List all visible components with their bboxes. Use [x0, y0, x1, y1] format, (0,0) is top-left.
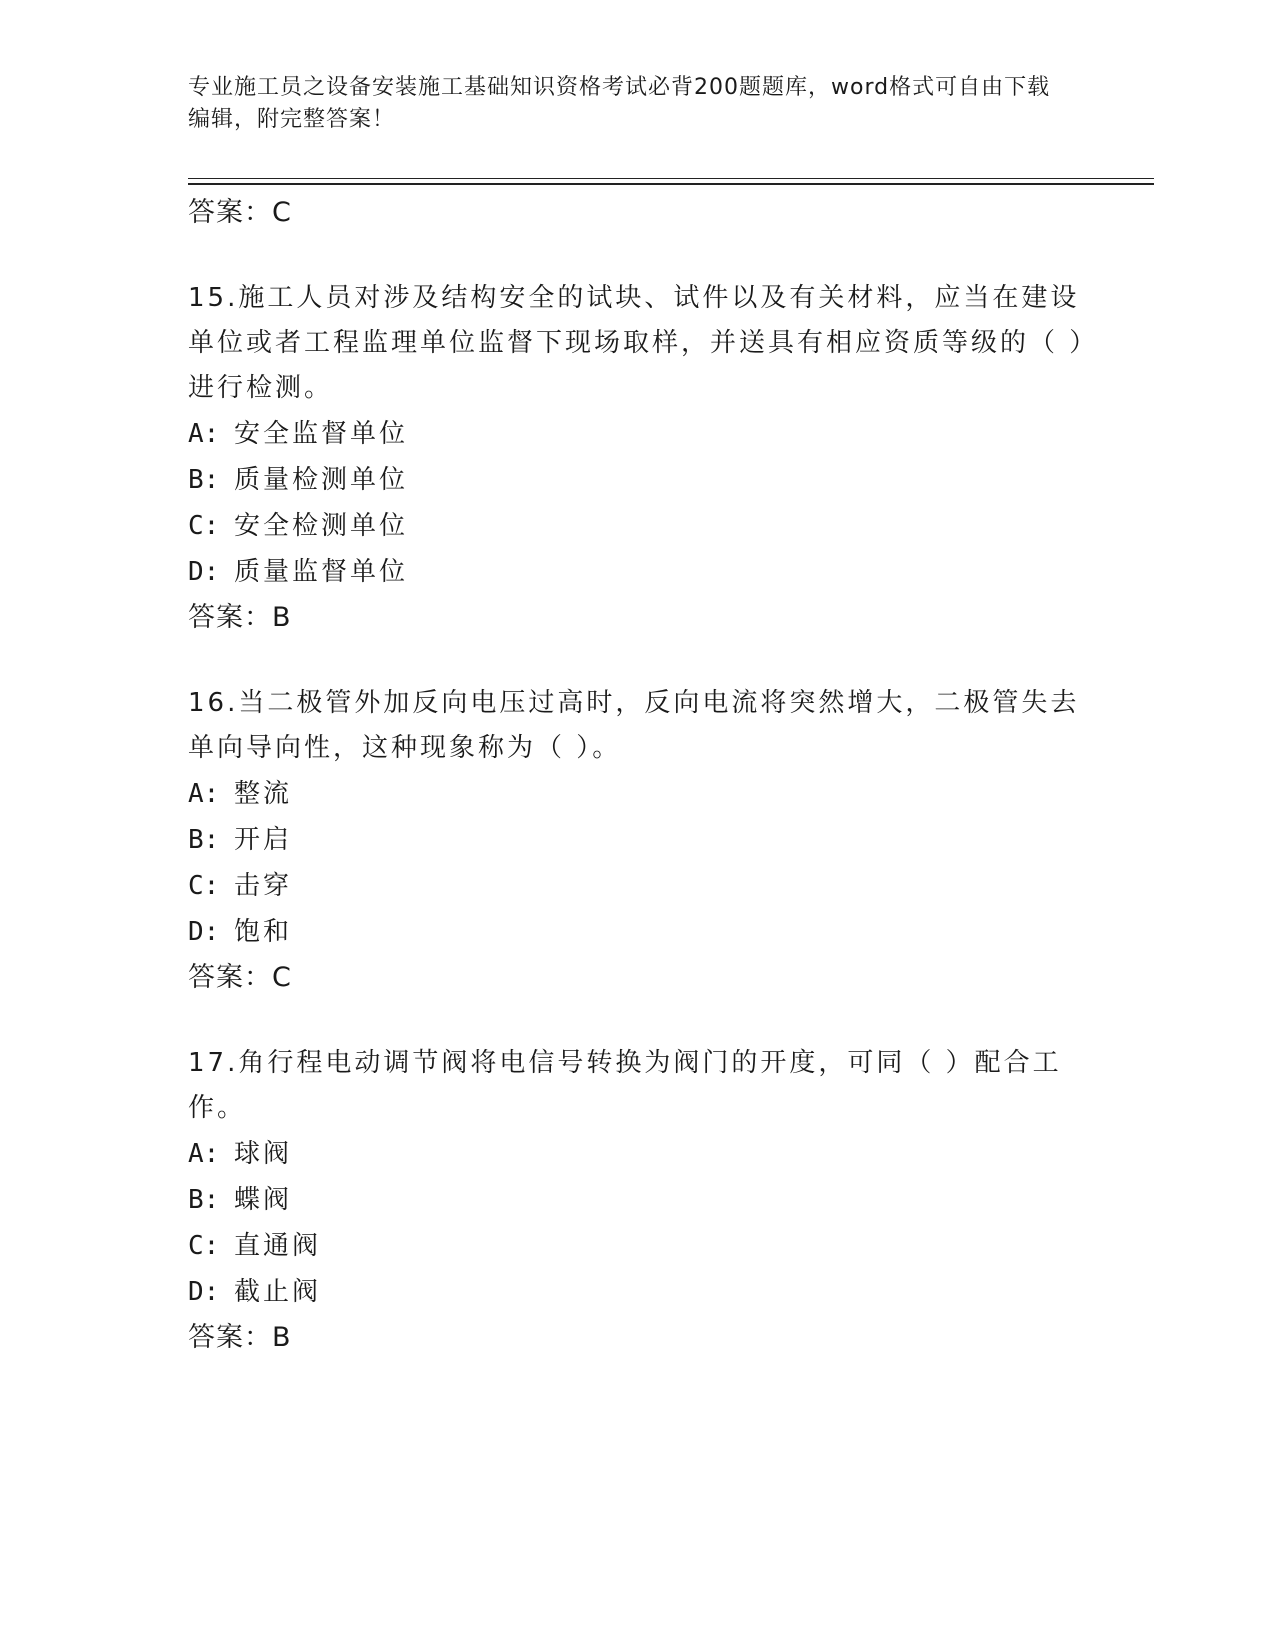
option-text: 质量检测单位	[234, 465, 409, 495]
option-d	[188, 909, 1088, 955]
option-text: 截止阀	[234, 1277, 322, 1307]
option-key: B:	[188, 1185, 220, 1215]
option-d	[188, 549, 1088, 595]
question-16	[188, 681, 1088, 1001]
option-b	[188, 1177, 1088, 1223]
option-c	[188, 503, 1088, 549]
option-key: B:	[188, 465, 220, 495]
option-b	[188, 817, 1088, 863]
option-text: 安全检测单位	[234, 511, 409, 541]
option-text: 饱和	[234, 917, 293, 947]
document-header: 专业施工员之设备安装施工基础知识资格考试必背200题题库，word格式可自由下载编辑，附完整答案！	[188, 75, 1051, 132]
question-list	[188, 188, 1088, 1361]
option-text: 球阀	[234, 1139, 293, 1169]
option-key: D:	[188, 1277, 220, 1307]
question-17	[188, 1041, 1088, 1361]
previous-answer: 答案：C	[188, 197, 292, 228]
option-a	[188, 1131, 1088, 1177]
option-key: B:	[188, 825, 220, 855]
option-text: 整流	[234, 779, 293, 809]
option-a	[188, 771, 1088, 817]
question-15	[188, 276, 1088, 641]
option-key: A:	[188, 1139, 220, 1169]
answer-line: 答案：B	[188, 1322, 292, 1353]
option-key: C:	[188, 1231, 220, 1261]
option-text: 安全监督单位	[234, 419, 409, 449]
option-a	[188, 411, 1088, 457]
header-rule-thick	[188, 183, 1154, 185]
answer-line: 答案：C	[188, 962, 292, 993]
option-key: C:	[188, 511, 220, 541]
option-c	[188, 1223, 1088, 1269]
option-key: A:	[188, 419, 220, 449]
option-key: D:	[188, 557, 220, 587]
question-stem: 16.当二极管外加反向电压过高时，反向电流将突然增大，二极管失去单向导向性，这种现象称为（ ）。	[188, 688, 1080, 763]
option-text: 击穿	[234, 871, 293, 901]
option-d	[188, 1269, 1088, 1315]
answer-line: 答案：B	[188, 602, 292, 633]
option-text: 质量监督单位	[234, 557, 409, 587]
option-text: 蝶阀	[234, 1185, 293, 1215]
question-stem: 15.施工人员对涉及结构安全的试块、试件以及有关材料，应当在建设单位或者工程监理单位监督下现场取样，并送具有相应资质等级的（ ）进行检测。	[188, 283, 1086, 403]
header-rule-thin	[188, 178, 1154, 179]
option-text: 开启	[234, 825, 293, 855]
option-key: A:	[188, 779, 220, 809]
option-c	[188, 863, 1088, 909]
option-key: C:	[188, 871, 220, 901]
option-b	[188, 457, 1088, 503]
option-key: D:	[188, 917, 220, 947]
question-stem: 17.角行程电动调节阀将电信号转换为阀门的开度，可同（ ）配合工作。	[188, 1048, 1062, 1123]
option-text: 直通阀	[234, 1231, 322, 1261]
